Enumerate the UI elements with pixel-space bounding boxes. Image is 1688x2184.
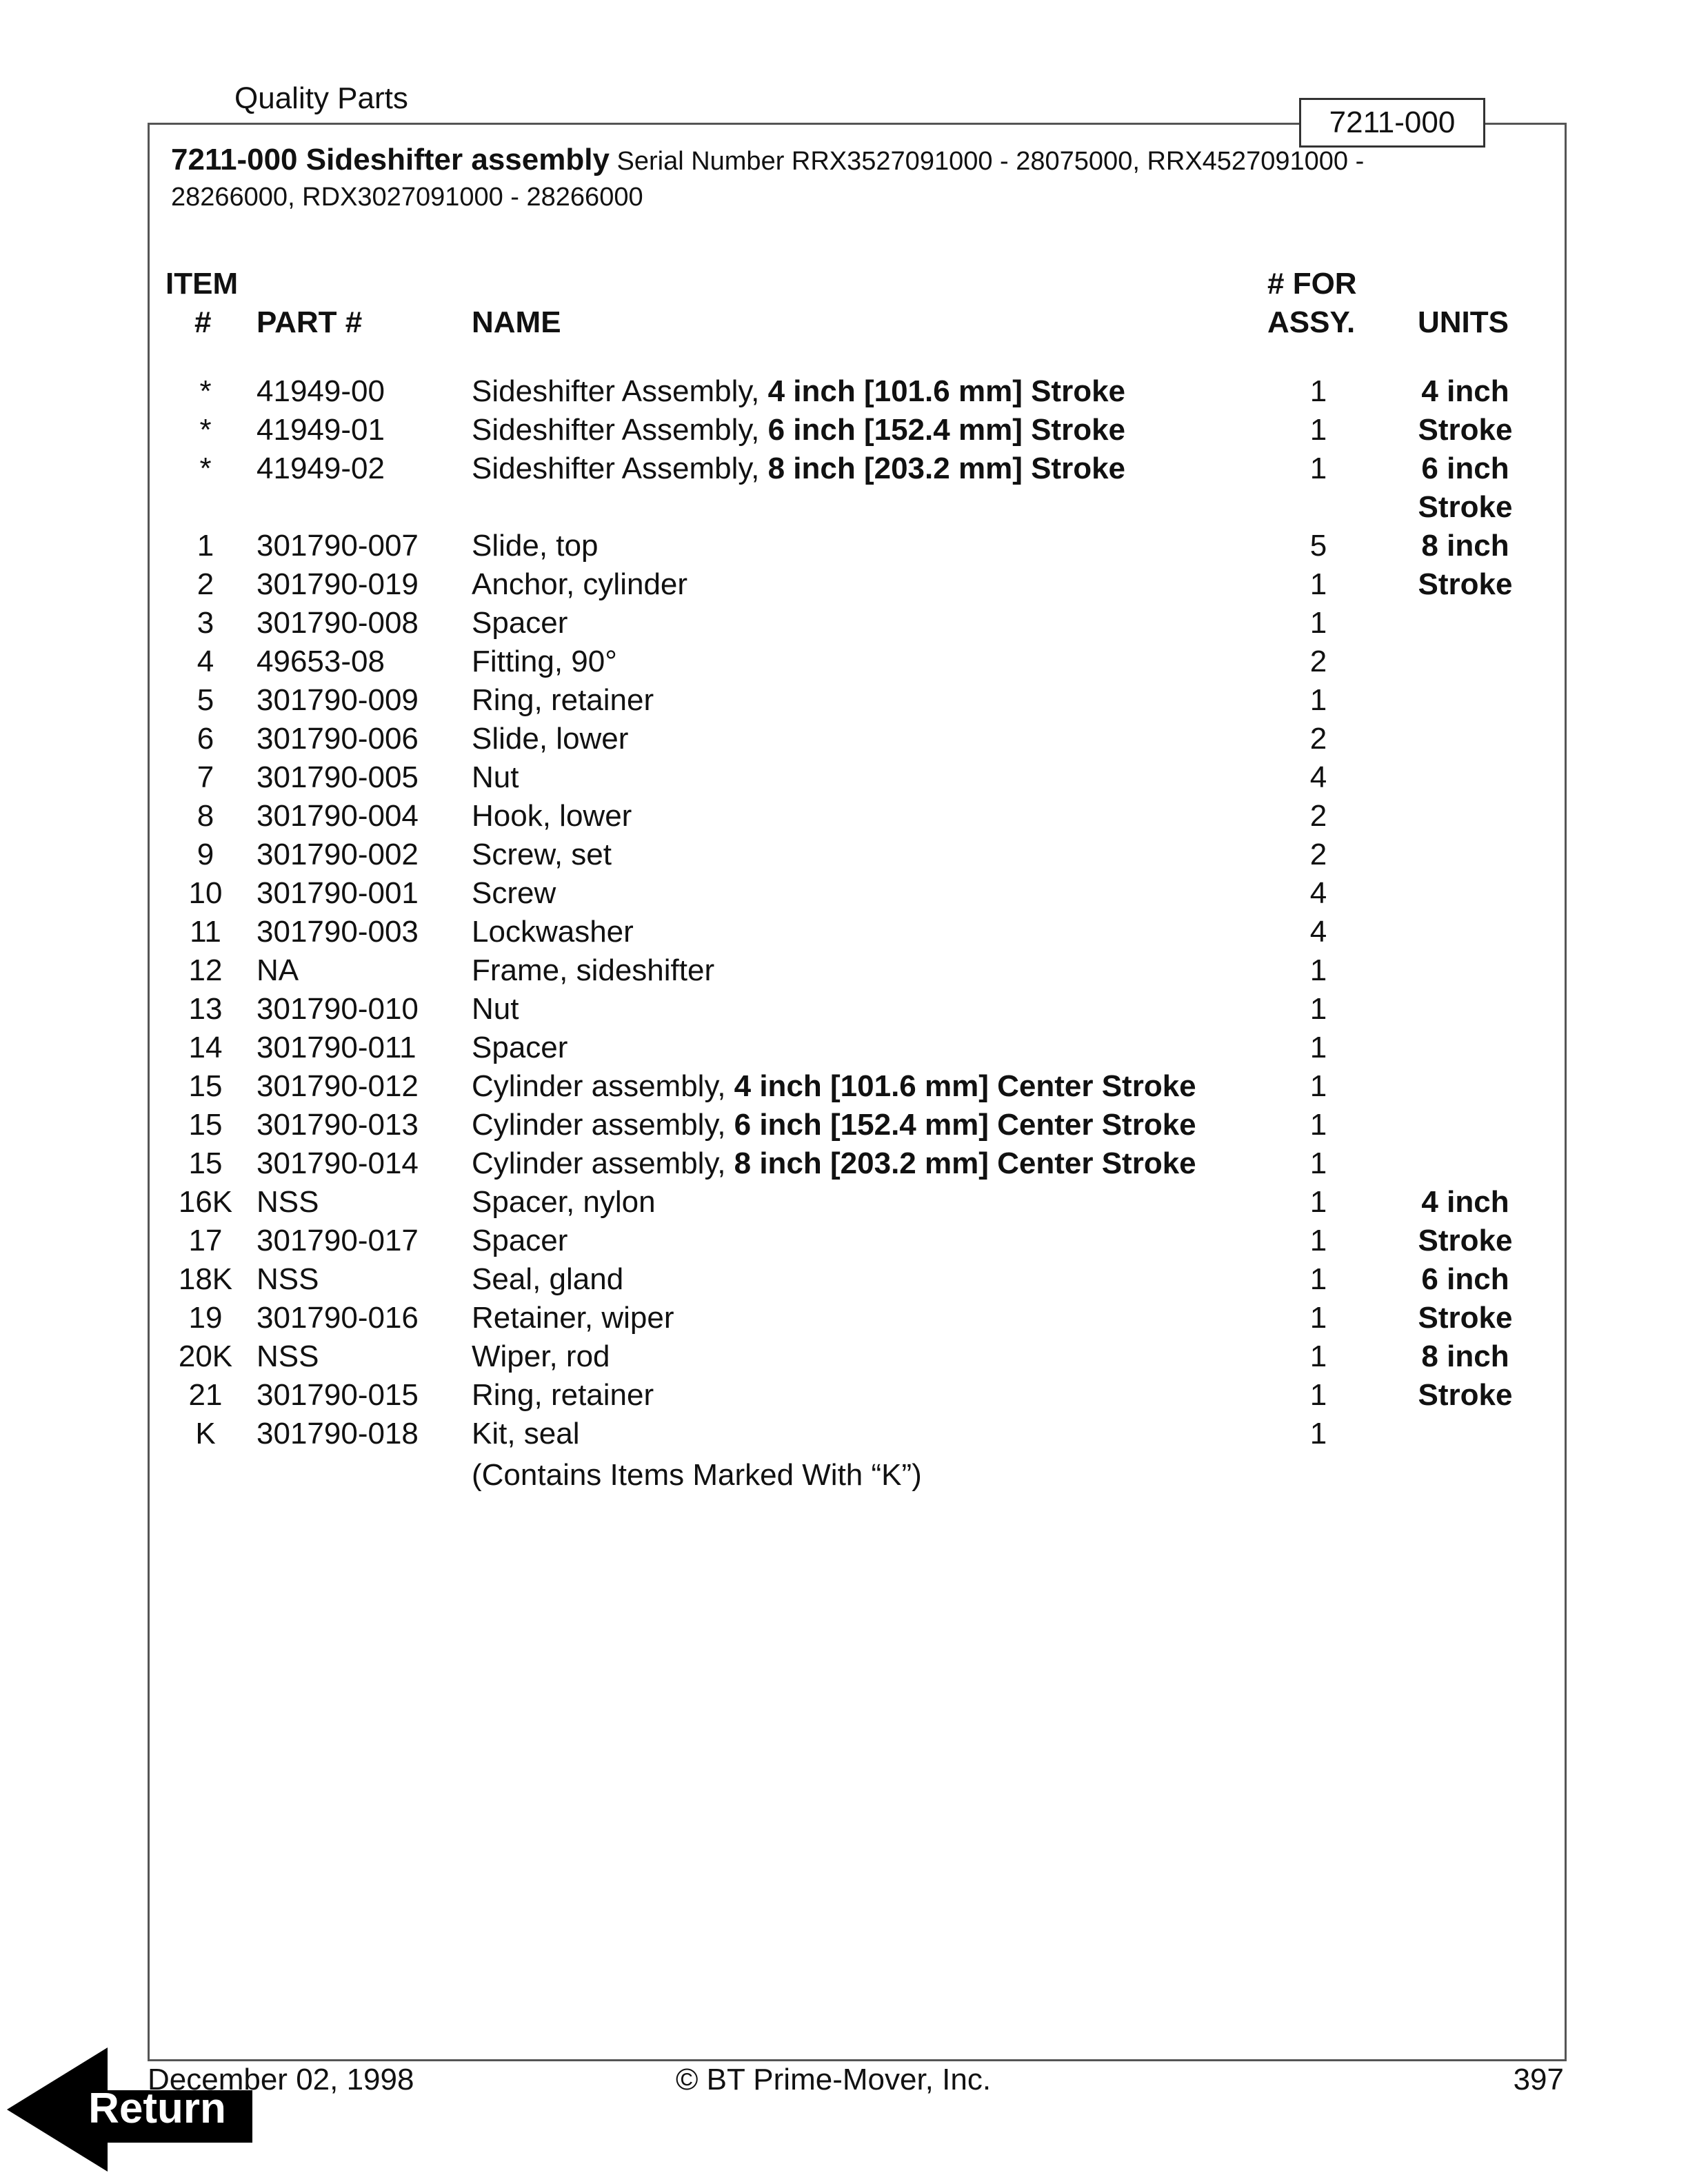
part-number: 301790-009 [257, 683, 419, 717]
part-number: 301790-006 [257, 722, 419, 756]
part-name [472, 1337, 610, 1376]
header-qty-line1: # FOR [1267, 267, 1357, 301]
item-number: 11 [190, 915, 221, 949]
quantity: 2 [1309, 722, 1327, 756]
part-name-text: Kit, seal [472, 1417, 580, 1450]
serial-numbers-line1: Serial Number RRX3527091000 - 28075000, RRX4527091000 - [609, 147, 1365, 176]
item-number: 1 [197, 529, 214, 563]
part-number: 41949-01 [257, 413, 385, 447]
part-name-text: Nut [472, 760, 519, 794]
part-name-text: Ring, retainer [472, 683, 654, 717]
units-text: 6 inch [1421, 452, 1509, 485]
part-name [472, 797, 632, 836]
part-name [472, 758, 519, 797]
quantity: 1 [1309, 1417, 1327, 1450]
part-name-size: 6 inch [152.4 mm] Center Stroke [734, 1108, 1196, 1142]
part-number: 301790-004 [257, 799, 419, 833]
quantity: 1 [1309, 413, 1327, 447]
part-number: 301790-002 [257, 838, 419, 871]
units-text: Stroke [1418, 1301, 1513, 1335]
part-name-text: Cylinder assembly, [472, 1146, 734, 1180]
part-name-text: Spacer [472, 1031, 568, 1064]
part-name [472, 604, 567, 643]
item-number: * [199, 374, 212, 408]
part-name-text: Anchor, cylinder [472, 567, 688, 601]
part-name-text: Slide, top [472, 529, 599, 563]
header-name: NAME [472, 305, 561, 339]
item-number: K [195, 1417, 216, 1450]
part-name [472, 372, 1125, 411]
part-name-text: Nut [472, 992, 519, 1026]
item-number: 2 [197, 567, 214, 601]
serial-numbers-line2: 28266000, RDX3027091000 - 28266000 [171, 183, 643, 212]
item-number: 16K [178, 1185, 233, 1219]
quantity: 5 [1309, 529, 1327, 563]
header-qty-line2: ASSY. [1267, 305, 1356, 339]
part-name [472, 1299, 674, 1337]
part-number: 301790-016 [257, 1301, 419, 1335]
quantity: 1 [1309, 1224, 1327, 1257]
part-name-text: Sideshifter Assembly, [472, 374, 768, 408]
quantity: 4 [1309, 760, 1327, 794]
part-name-text: Slide, lower [472, 722, 629, 756]
part-name-text: Spacer [472, 606, 568, 640]
part-number: 301790-007 [257, 529, 419, 563]
part-name [472, 1183, 656, 1222]
part-name [472, 1415, 580, 1453]
part-name [472, 565, 687, 604]
units-text: 4 inch [1421, 1185, 1509, 1219]
part-name-text: Screw [472, 876, 556, 910]
part-name [472, 449, 1125, 488]
quantity: 1 [1309, 953, 1327, 987]
quantity: 1 [1309, 683, 1327, 717]
quantity: 1 [1309, 1301, 1327, 1335]
item-number: 14 [188, 1031, 223, 1064]
part-number: NSS [257, 1185, 319, 1219]
part-name [472, 951, 714, 990]
quantity: 1 [1309, 1146, 1327, 1180]
part-number: 301790-001 [257, 876, 419, 910]
part-name-text: Wiper, rod [472, 1339, 610, 1373]
part-name-size: 4 inch [101.6 mm] Center Stroke [734, 1069, 1196, 1103]
quantity: 1 [1309, 992, 1327, 1026]
part-name [472, 836, 612, 874]
part-number: 41949-00 [257, 374, 385, 408]
part-name [472, 527, 598, 565]
part-name [472, 1029, 567, 1067]
part-name-text: Hook, lower [472, 799, 632, 833]
item-number: 4 [197, 645, 214, 678]
part-name-text: Frame, sideshifter [472, 953, 715, 987]
part-number: 301790-008 [257, 606, 419, 640]
part-number: 301790-017 [257, 1224, 419, 1257]
part-number: 301790-011 [257, 1031, 416, 1064]
footer-date: December 02, 1998 [148, 2063, 414, 2096]
item-number: 9 [197, 838, 214, 871]
part-name [472, 1260, 623, 1299]
header-item-line1: ITEM [165, 267, 239, 301]
quantity: 1 [1309, 606, 1327, 640]
units-text: Stroke [1418, 490, 1513, 524]
part-name [472, 990, 519, 1029]
part-number: 49653-08 [257, 645, 385, 678]
brand-name: Quality Parts [234, 81, 408, 115]
header-units: UNITS [1418, 305, 1509, 339]
item-number: 7 [197, 760, 214, 794]
item-number: * [199, 413, 212, 447]
item-number: 15 [188, 1069, 223, 1103]
kit-note: (Contains Items Marked With “K”) [472, 1458, 922, 1492]
part-name [472, 1222, 567, 1260]
part-name-text: Lockwasher [472, 915, 634, 949]
part-number: 301790-010 [257, 992, 419, 1026]
part-number: 301790-005 [257, 760, 419, 794]
part-number: 301790-015 [257, 1378, 419, 1412]
part-name-size: 8 inch [203.2 mm] Stroke [767, 452, 1126, 485]
quantity: 1 [1309, 1069, 1327, 1103]
part-name-text: Screw, set [472, 838, 612, 871]
item-number: 12 [188, 953, 223, 987]
units-text: 6 inch [1421, 1262, 1509, 1296]
item-number: 13 [188, 992, 223, 1026]
item-number: 3 [197, 606, 214, 640]
part-name [472, 681, 654, 720]
item-number: 15 [188, 1146, 223, 1180]
quantity: 1 [1309, 1378, 1327, 1412]
item-number: 21 [188, 1378, 223, 1412]
item-number: 19 [188, 1301, 223, 1335]
part-name-text: Sideshifter Assembly, [472, 413, 768, 447]
part-name [472, 643, 617, 681]
return-button[interactable] [7, 2048, 255, 2172]
part-number: 301790-003 [257, 915, 419, 949]
part-number: 301790-019 [257, 567, 419, 601]
quantity: 1 [1309, 1262, 1327, 1296]
units-text: Stroke [1418, 413, 1513, 447]
part-name-size: 8 inch [203.2 mm] Center Stroke [734, 1146, 1196, 1180]
quantity: 2 [1309, 645, 1327, 678]
part-name [472, 1376, 654, 1415]
part-name-text: Cylinder assembly, [472, 1069, 734, 1103]
header-item-line2: # [194, 305, 212, 339]
part-name-size: 4 inch [101.6 mm] Stroke [767, 374, 1126, 408]
part-name-text: Spacer [472, 1224, 568, 1257]
item-number: 10 [188, 876, 223, 910]
part-name [472, 1106, 1196, 1144]
part-name-text: Sideshifter Assembly, [472, 452, 768, 485]
item-number: 5 [197, 683, 214, 717]
units-text: Stroke [1418, 567, 1513, 601]
units-text: Stroke [1418, 1378, 1513, 1412]
quantity: 2 [1309, 838, 1327, 871]
quantity: 1 [1309, 374, 1327, 408]
units-text: 4 inch [1421, 374, 1509, 408]
part-name [472, 874, 556, 913]
part-name-size: 6 inch [152.4 mm] Stroke [767, 413, 1126, 447]
part-number: NSS [257, 1262, 319, 1296]
page-number: 397 [1513, 2063, 1564, 2096]
units-text: 8 inch [1421, 1339, 1509, 1373]
part-name-text: Spacer, nylon [472, 1185, 656, 1219]
quantity: 2 [1309, 799, 1327, 833]
quantity: 1 [1309, 1339, 1327, 1373]
header-part: PART # [257, 305, 363, 339]
return-label: Return [88, 2085, 226, 2132]
item-number: 18K [178, 1262, 233, 1296]
title-main: 7211-000 Sideshifter assembly [171, 143, 610, 176]
document-number-box: 7211-000 [1299, 98, 1485, 148]
item-number: 8 [197, 799, 214, 833]
quantity: 1 [1309, 452, 1327, 485]
part-number: NA [257, 953, 299, 987]
item-number: 17 [188, 1224, 223, 1257]
part-number: 41949-02 [257, 452, 385, 485]
part-number: 301790-014 [257, 1146, 419, 1180]
part-name-text: Cylinder assembly, [472, 1108, 734, 1142]
part-number: 301790-012 [257, 1069, 419, 1103]
quantity: 1 [1309, 1108, 1327, 1142]
part-number: NSS [257, 1339, 319, 1373]
item-number: * [199, 452, 212, 485]
part-name [472, 720, 628, 758]
part-name-text: Seal, gland [472, 1262, 624, 1296]
part-name [472, 1067, 1196, 1106]
part-number: 301790-013 [257, 1108, 419, 1142]
item-number: 20K [178, 1339, 233, 1373]
quantity: 1 [1309, 1031, 1327, 1064]
quantity: 4 [1309, 876, 1327, 910]
part-name-text: Fitting, 90° [472, 645, 617, 678]
page-title [171, 142, 1467, 215]
part-name [472, 913, 634, 951]
item-number: 6 [197, 722, 214, 756]
units-text: Stroke [1418, 1224, 1513, 1257]
part-name-text: Retainer, wiper [472, 1301, 674, 1335]
item-number: 15 [188, 1108, 223, 1142]
part-name [472, 1144, 1196, 1183]
footer-copyright: © BT Prime-Mover, Inc. [676, 2063, 992, 2096]
quantity: 1 [1309, 1185, 1327, 1219]
part-name-text: Ring, retainer [472, 1378, 654, 1412]
quantity: 4 [1309, 915, 1327, 949]
units-text: 8 inch [1421, 529, 1509, 563]
part-name [472, 411, 1125, 449]
part-number: 301790-018 [257, 1417, 419, 1450]
quantity: 1 [1309, 567, 1327, 601]
